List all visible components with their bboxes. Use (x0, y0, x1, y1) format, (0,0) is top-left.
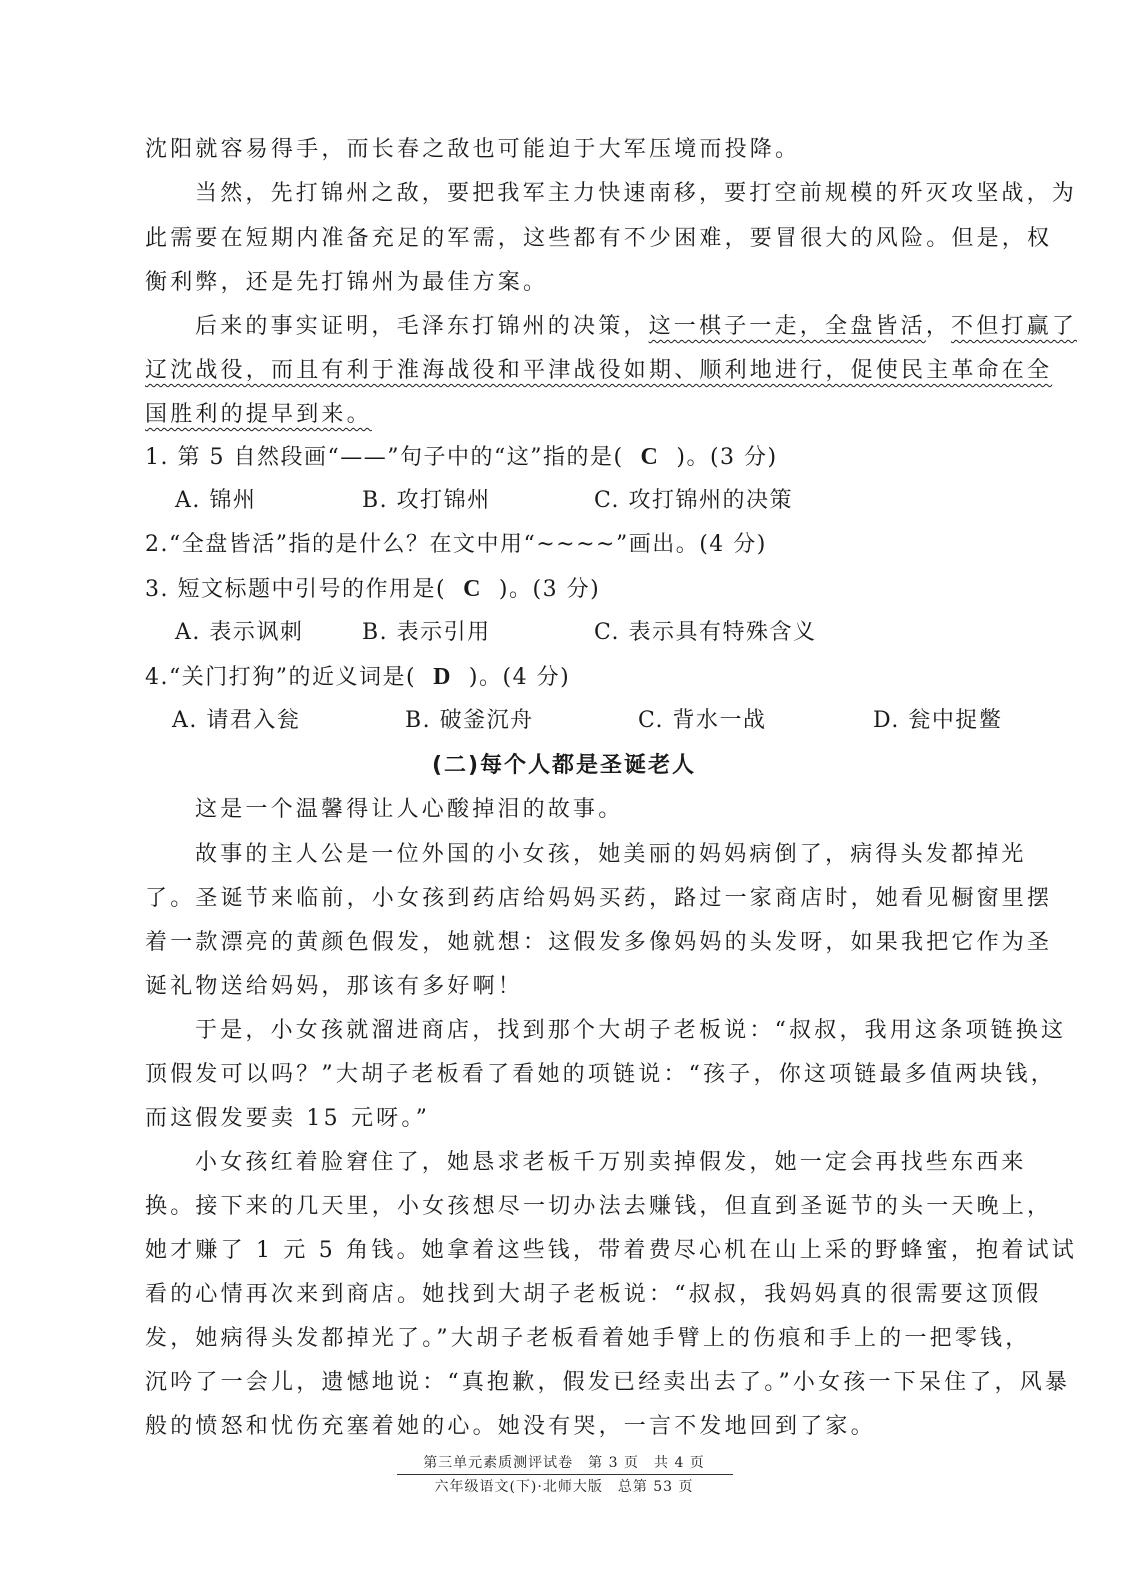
option-a: A. 请君入瓮 (172, 708, 301, 733)
wavy-underlined-text: 国胜利的提早到来。 (145, 402, 372, 427)
question-3 (145, 574, 600, 605)
passage-line (145, 356, 1052, 386)
passage-line: 而这假发要卖 15 元呀。” (145, 1106, 431, 1131)
answer-mark: D (433, 664, 452, 690)
question-text: 3. 短文标题中引号的作用是( (145, 577, 447, 602)
passage-line: 衡利弊，还是先打锦州为最佳方案。 (145, 270, 549, 295)
question-score: )。(3 分) (676, 445, 778, 470)
option-c: C. 攻打锦州的决策 (594, 488, 794, 513)
section-title: (二)每个人都是圣诞老人 (431, 753, 697, 778)
question-1 (145, 442, 778, 473)
option-d: D. 瓮中捉鳖 (873, 708, 1003, 733)
passage-line: 当然，先打锦州之敌，要把我军主力快速南移，要打空前规模的歼灭攻坚战，为 (195, 181, 1078, 206)
passage-text: 后来的事实证明，毛泽东打锦州的决策， (195, 314, 649, 339)
question-score: )。(3 分) (498, 577, 601, 602)
passage-line: 于是，小女孩就溜进商店，找到那个大胡子老板说：“叔叔，我用这条项链换这 (195, 1018, 1067, 1043)
wavy-underlined-text: 不但打赢了 (951, 314, 1078, 339)
answer-mark: C (463, 576, 482, 602)
answer-mark: C (640, 444, 660, 470)
passage-line: 了。圣诞节来临前，小女孩到药店给妈妈买药，路过一家商店时，她看见橱窗里摆 (145, 886, 1053, 911)
passage-line: 着一款漂亮的黄颜色假发，她就想：这假发多像妈妈的头发呀，如果我把它作为圣 (145, 930, 1053, 955)
option-b: B. 破釜沉舟 (405, 708, 534, 733)
footer-line-1: 第三单元素质测评试卷 第 3 页 共 4 页 (423, 1455, 705, 1471)
passage-line: 发，她病得头发都掉光了。”大胡子老板看着她手臂上的伤痕和手上的一把零钱， (145, 1326, 1031, 1351)
passage-line: 这是一个温馨得让人心酸掉泪的故事。 (195, 797, 624, 822)
footer-line-2: 六年级语文(下)·北师大版 总第 53 页 (434, 1479, 694, 1495)
passage-line: 顶假发可以吗？”大胡子老板看了看她的项链说：“孩子，你这项链最多值两块钱， (145, 1062, 1056, 1087)
passage-line: 此需要在短期内准备充足的军需，这些都有不少困难，要冒很大的风险。但是，权 (145, 226, 1053, 251)
passage-line: 沉吟了一会儿，遗憾地说：“真抱歉，假发已经卖出去了。”小女孩一下呆住了，风暴 (145, 1370, 1071, 1395)
option-c: C. 背水一战 (638, 708, 767, 733)
passage-text: ， (925, 314, 952, 339)
option-b: B. 表示引用 (362, 620, 491, 645)
question-score: )。(4 分) (468, 665, 571, 690)
question-4 (145, 662, 570, 693)
passage-line: 沈阳就容易得手，而长春之敌也可能迫于大军压境而投降。 (145, 137, 801, 162)
option-c: C. 表示具有特殊含义 (594, 620, 817, 645)
question-text: 4.“关门打狗”的近义词是( (145, 665, 417, 690)
passage-line (145, 400, 372, 430)
passage-line: 诞礼物送给妈妈，那该有多好啊！ (145, 974, 524, 999)
passage-line: 故事的主人公是一位外国的小女孩，她美丽的妈妈病倒了，病得头发都掉光 (195, 842, 1027, 867)
question-text: 1. 第 5 自然段画“——”句子中的“这”指的是( (145, 445, 624, 470)
passage-line: 般的愤怒和忧伤充塞着她的心。她没有哭，一言不发地回到了家。 (145, 1414, 876, 1439)
question-2: 2.“全盘皆活”指的是什么？在文中用“~~~~”画出。(4 分) (145, 532, 767, 557)
passage-line: 她才赚了 1 元 5 角钱。她拿着这些钱，带着费尽心机在山上采的野蜂蜜，抱着试试 (145, 1238, 1077, 1263)
option-a: A. 表示讽刺 (175, 620, 304, 645)
passage-line: 换。接下来的几天里，小女孩想尽一切办法去赚钱，但直到圣诞节的头一天晚上， (145, 1194, 1053, 1219)
option-b: B. 攻打锦州 (362, 488, 491, 513)
wavy-underlined-text: 辽沈战役，而且有利于淮海战役和平津战役如期、顺利地进行，促使民主革命在全 (145, 358, 1053, 383)
passage-line: 小女孩红着脸窘住了，她恳求老板千万别卖掉假发，她一定会再找些东西来 (195, 1150, 1027, 1175)
wavy-underlined-text: 这一棋子一走，全盘皆活 (648, 314, 926, 339)
footer-divider (397, 1474, 733, 1475)
passage-line: 看的心情再次来到商店。她找到大胡子老板说：“叔叔，我妈妈真的很需要这顶假 (145, 1282, 1042, 1307)
option-a: A. 锦州 (175, 488, 257, 513)
passage-line (195, 312, 1077, 342)
